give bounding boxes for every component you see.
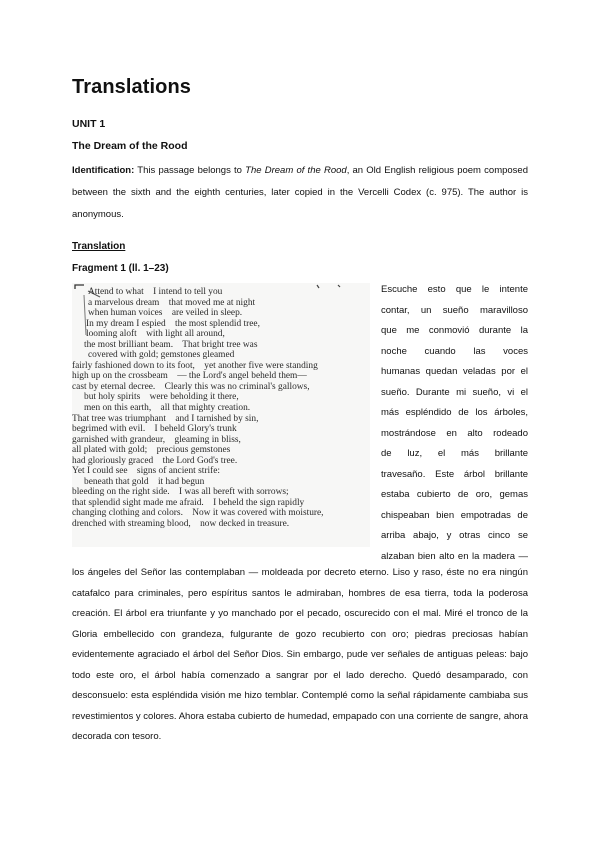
scanned-poem-line: That tree was triumphant and I tarnished by sin, bbox=[72, 413, 259, 424]
scanned-poem-line: Yet I could see signs of ancient strife: bbox=[72, 466, 220, 477]
scanned-poem-line: all plated with gold; precious gemstones bbox=[72, 445, 231, 456]
scanned-poem-line: begrimed with evil. I beheld Glory's trunk bbox=[72, 424, 237, 435]
side-text-line: noche cuando las voces bbox=[381, 345, 528, 357]
side-text-line: travesaño. Este árbol brillante bbox=[381, 468, 528, 480]
scanned-poem-line: a marvelous dream that moved me at night bbox=[88, 297, 256, 308]
scanned-poem-line: men on this earth, all that mighty creation. bbox=[84, 403, 251, 414]
scanned-poem-line: bleeding on the right side. I was all bereft with sorrows; bbox=[72, 487, 289, 498]
side-text-line: arriba abajo, y otras cinco se bbox=[381, 530, 528, 541]
unit-heading: UNIT 1 bbox=[72, 118, 106, 130]
side-text-line: Escuche esto que le intente bbox=[381, 284, 528, 295]
side-text-line: estaba cubierto de oro, gemas bbox=[381, 489, 528, 500]
scanned-poem-lines bbox=[72, 287, 370, 530]
poem-title-heading: The Dream of the Rood bbox=[72, 140, 188, 152]
side-text-line: más espléndido de los árboles, bbox=[381, 407, 528, 418]
side-text-line: alzaban bien alto en la madera — bbox=[381, 550, 528, 562]
identification-text-after: , an Old English religious poem composed between the sixth and the eighth centuries, later copied in the Vercelli Codex (c. 975). The author is anonymous. bbox=[72, 165, 528, 220]
side-text-line: chispeaban bien empotradas de bbox=[381, 509, 528, 521]
fragment-heading: Fragment 1 (ll. 1–23) bbox=[72, 263, 169, 274]
scanned-poem-line: beneath that gold it had begun bbox=[84, 476, 205, 487]
page-title: Translations bbox=[72, 76, 192, 98]
translation-heading: Translation bbox=[72, 241, 126, 252]
identification-label: Identification: bbox=[72, 165, 135, 176]
side-text-line: mostrándose en alto rodeado bbox=[381, 427, 528, 439]
identification-text-before: This passage belongs to bbox=[134, 165, 246, 176]
scanned-poem-line: when human voices are veiled in sleep. bbox=[88, 308, 243, 319]
scanned-poem-line: Attend to what I intend to tell you bbox=[88, 287, 223, 297]
side-text-line: de luz, el más brillante bbox=[381, 448, 528, 459]
scanned-poem-line: drenched with streaming blood, now decked in treasure. bbox=[72, 519, 290, 530]
scanned-poem-line: fairly fashioned down to its foot, yet another five were standing bbox=[72, 360, 318, 371]
scanned-poem-line: changing clothing and colors. Now it was covered with moisture, bbox=[72, 508, 324, 519]
scanned-poem-line: cast by eternal decree. Clearly this was no criminal's gallows, bbox=[72, 381, 310, 392]
scanned-poem-line: high up on the crossbeam — the Lord's angel beheld them— bbox=[72, 371, 307, 382]
identification-paragraph bbox=[72, 160, 528, 226]
scanned-poem-image bbox=[72, 283, 370, 547]
scanned-poem-line: had gloriously graced the Lord God's tree. bbox=[72, 455, 238, 466]
scanned-poem-line: looming aloft with light all around, bbox=[86, 329, 225, 340]
scanned-poem-line: garnished with grandeur, gleaming in bliss, bbox=[72, 434, 241, 445]
scanned-poem-line: that splendid sight made me afraid. I beheld the sign rapidly bbox=[72, 497, 305, 508]
side-text-line: humanas quedan veladas por el bbox=[381, 366, 528, 377]
side-text-line: sueño. Durante mi sueño, vi el bbox=[381, 386, 528, 398]
scanned-poem-line: covered with gold; gemstones gleamed bbox=[88, 350, 235, 361]
scanned-poem-line: In my dream I espied the most splendid tree, bbox=[86, 318, 260, 329]
continued-translation-text: los ángeles del Señor las contemplaban — moldeada por decreto eterno. Liso y raso, éste no era ningún catafalco para criminales, pero espíritus santos le admiraban, hombres de esa tierra, toda la poderosa creación. El árbol era triunfante y yo manchado por el pecado, oscurecido con el mal. Miré el tronco de la Gloria embellecido con grandeza, fulgurante de gozo recubierto con oro; piedras preciosas habían evidentemente agraciado el árbol del Señor Dios. Sin embargo, pude ver señales de antiguas peleas: bajo todo este oro, el árbol había comenzado a sangrar por el lado derecho. Quedó desamparado, con desconsuelo: esta espléndida visión me hizo temblar. Contemplé como la señal rápidamente cambiaba sus revestimientos y colores. Ahora estaba cubierto de humedad, empapado con una corriente de sangre, ahora decorada con tesoro. bbox=[72, 567, 528, 742]
side-translation-text bbox=[381, 280, 528, 567]
identification-work-title: The Dream of the Rood bbox=[245, 165, 347, 176]
side-text-line: contar, un sueño maravilloso bbox=[381, 304, 528, 316]
scanned-poem-line: the most brilliant beam. That bright tree was bbox=[84, 339, 258, 350]
side-text-line: que me conmovió durante la bbox=[381, 325, 528, 336]
scanned-poem-line: but holy spirits were beholding it there, bbox=[84, 392, 239, 403]
